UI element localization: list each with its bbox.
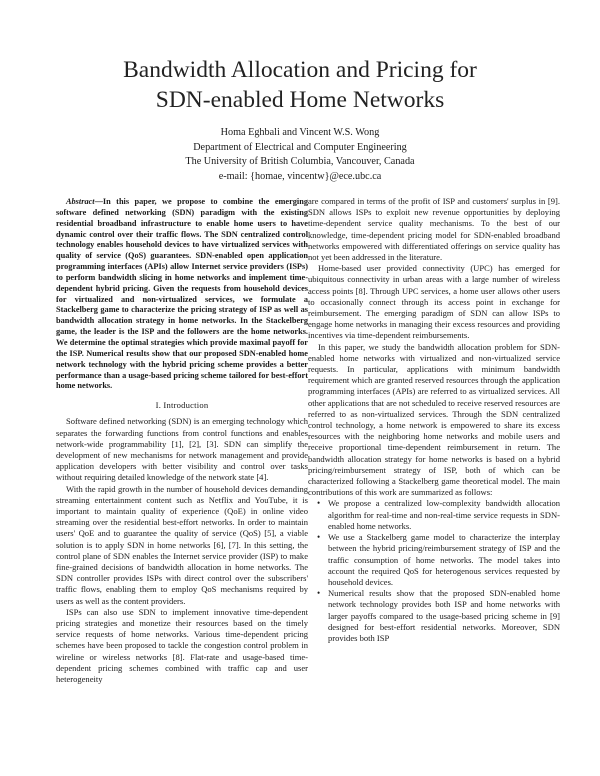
paper-title [60, 55, 540, 115]
intro-paragraph-6: In this paper, we study the bandwidth allocation problem for SDN-enabled home networks with virtualized and non-virtualized service requests. In particular, applications with minimum bandwidth requirement which are granted reserved resources through the application programming interfaces (APIs) are referred to as virtualized services. All other applications that are not scheduled to receive reserved resources are referred to as non-virtualized services. Through the SDN centralized control technology, a home network is empowered to share its excess resources with the neighboring home networks and mobile users and receive proportional time-dependent reimbursement in return. The bandwidth allocation strategy for home networks is based on a hybrid pricing/reimbursement strategy of ISP, both of which can be characterized following a Stackelberg game theoretical model. The main contributions of this work are summarized as follows: [308, 341, 560, 498]
left-column [56, 197, 308, 685]
section-heading-text: I. Introduction [155, 400, 209, 411]
author-department: Department of Electrical and Computer Engineering [193, 141, 407, 153]
paper-title-line-1: Bandwidth Allocation and Pricing for [123, 57, 477, 83]
contributions-list [308, 498, 560, 644]
contribution-item: • We use a Stackelberg game model to characterize the interplay between the hybrid pricing/reimbursement strategy of ISP and the traffic consumption of home networks. The model takes into account the required QoS for heterogenous services requested by household devices. [328, 532, 560, 588]
intro-paragraph-3: ISPs can also use SDN to implement innovative time-dependent pricing strategies and monetize their resources based on the timely service requests of home networks. Various time-dependent pricing schemes have been proposed to tackle the congestion control problem in wireline or wireless networks [8]. Flat-rate and usage-based time-dependent pricing schemes combined with traffic cap and user heterogeneity [56, 606, 308, 685]
contribution-item: • We propose a centralized low-complexity bandwidth allocation algorithm for real-time and non-real-time service requests in SDN-enabled home networks. [328, 498, 560, 532]
author-block [100, 126, 500, 184]
abstract-dash: — [94, 197, 103, 206]
right-column [308, 196, 560, 644]
abstract [56, 197, 308, 392]
author-email: e-mail: {homae, vincentw}@ece.ubc.ca [218, 170, 382, 182]
paper-title-line-2: SDN-enabled Home Networks [155, 87, 445, 113]
intro-paragraph-5: Home-based user provided connectivity (UPC) has emerged for ubiquitous connectivity in urban areas with a large number of wireless access points [8]. Through UPC services, a home user allows other users to occasionally connect through its access point in exchange for reimbursement. The emerging paradigm of SDN can allow ISPs to engage home networks in managing their excess resources and providing incentives via time-dependent reimbursements. [308, 263, 560, 341]
intro-paragraph-2: With the rapid growth in the number of household devices demanding streaming entertainment content such as Netflix and YouTube, it is important to maintain quality of experience (QoE) in online video streaming over the residential best-effort networks. In order to maintain users' QoE and to guarantee the quality of service (QoS) [5], a viable solution is to apply SDN in home networks [6], [7]. In this setting, the control plane of SDN enables the Internet service provider (ISP) to make fine-grained decisions of bandwidth allocation in home networks. The SDN controller provides ISPs with direct control over the subscribers' traffic flows, enabling them to employ QoS mechanisms required by users as well as the content providers. [56, 483, 308, 606]
author-names: Homa Eghbali and Vincent W.S. Wong [220, 127, 380, 138]
contribution-item: • Numerical results show that the proposed SDN-enabled home network technology provides both ISP and home networks with larger payoffs compared to the usage-based pricing scheme in [9] designed for best-effort residential networks. Moreover, SDN provides both ISP [328, 588, 560, 644]
intro-paragraph-4: are compared in terms of the profit of ISP and customers' surplus in [9]. SDN allows ISPs to exploit new revenue opportunities by deploying time-dependent service quality mechanisms. To the best of our knowledge, time-dependent pricing model for SDN-enabled broadband networks empowered with differentiated offerings on service quality has not yet been addressed in the literature. [308, 196, 560, 263]
author-university: The University of British Columbia, Vancouver, Canada [185, 156, 415, 168]
abstract-text: In this paper, we propose to combine the emerging software defined networking (SDN) paradigm with the existing residential broadband infrastructure to enable home users to have dynamic control over their traffic flows. The SDN centralized control technology enables household devices to have virtualized services with quality of service (QoS) guarantees. SDN-enabled open application programming interfaces (APIs) allow Internet service providers (ISPs) to perform bandwidth slicing in home networks and implement time-dependent hybrid pricing. Given the requests from household devices for virtualized and non-virtualized services, we formulate a Stackelberg game to characterize the pricing strategy of ISP as well as bandwidth allocation strategy in home networks. In the Stackelberg game, the leader is the ISP and the followers are the home networks. We determine the optimal strategies which provide maximal payoff for the ISP. Numerical results show that our proposed SDN-enabled home network technology with the hybrid pricing scheme provides a better performance than a usage-based pricing scheme tailored for best-effort home networks. [56, 197, 308, 391]
section-heading-introduction [56, 400, 308, 411]
intro-paragraph-1: Software defined networking (SDN) is an emerging technology which separates the forwarding functions from control functions and enables network-wide programmability [1], [2], [3]. SDN can simplify the development of new mechanisms for network management and provide application developers with better visibility and control over tasks without requiring detailed knowledge of the network state [4]. [56, 416, 308, 483]
abstract-label: Abstract [66, 197, 95, 206]
